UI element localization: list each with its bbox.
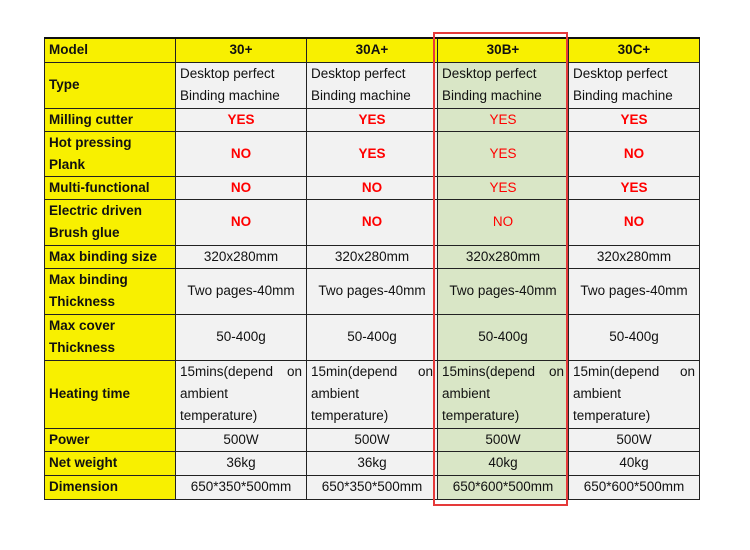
header-model-30cplus: 30C+: [569, 38, 700, 62]
header-model-30bplus: 30B+: [438, 38, 569, 62]
cell-thickness-30cplus: Two pages-40mm: [569, 268, 700, 314]
cell-power-30cplus: 500W: [569, 428, 700, 451]
row-label: Heating time: [45, 360, 176, 428]
cell-milling-30aplus: YES: [307, 108, 438, 131]
cell-size-30cplus: 320x280mm: [569, 245, 700, 268]
cell-multi-30bplus: YES: [438, 176, 569, 199]
cell-power-30plus: 500W: [176, 428, 307, 451]
cell-size-30bplus: 320x280mm: [438, 245, 569, 268]
spec-table: [44, 37, 700, 500]
row-label: Max binding size: [45, 245, 176, 268]
cell-hotpress-30bplus: YES: [438, 131, 569, 176]
cell-weight-30plus: 36kg: [176, 451, 307, 475]
header-model-label: Model: [45, 38, 176, 62]
row-power: [45, 428, 700, 451]
cell-cover-30aplus: 50-400g: [307, 314, 438, 360]
cell-power-30bplus: 500W: [438, 428, 569, 451]
row-label: Max cover Thickness: [45, 314, 176, 360]
cell-thickness-30plus: Two pages-40mm: [176, 268, 307, 314]
cell-thickness-30aplus: Two pages-40mm: [307, 268, 438, 314]
cell-heating-30bplus: 15mins(depend on ambient temperature): [438, 360, 569, 428]
cell-type-30plus: Desktop perfect Binding machine: [176, 62, 307, 108]
cell-hotpress-30cplus: NO: [569, 131, 700, 176]
header-model-30aplus: 30A+: [307, 38, 438, 62]
cell-weight-30aplus: 36kg: [307, 451, 438, 475]
row-heating-time: [45, 360, 700, 428]
cell-type-30cplus: Desktop perfect Binding machine: [569, 62, 700, 108]
cell-multi-30plus: NO: [176, 176, 307, 199]
cell-brush-30bplus: NO: [438, 199, 569, 245]
cell-size-30aplus: 320x280mm: [307, 245, 438, 268]
row-type: [45, 62, 700, 108]
cell-cover-30plus: 50-400g: [176, 314, 307, 360]
cell-milling-30cplus: YES: [569, 108, 700, 131]
cell-type-30aplus: Desktop perfect Binding machine: [307, 62, 438, 108]
row-max-cover-thickness: [45, 314, 700, 360]
cell-cover-30cplus: 50-400g: [569, 314, 700, 360]
cell-size-30plus: 320x280mm: [176, 245, 307, 268]
row-label: Max binding Thickness: [45, 268, 176, 314]
row-hot-pressing: [45, 131, 700, 176]
cell-hotpress-30plus: NO: [176, 131, 307, 176]
cell-multi-30aplus: NO: [307, 176, 438, 199]
row-label: Hot pressing Plank: [45, 131, 176, 176]
cell-weight-30cplus: 40kg: [569, 451, 700, 475]
cell-brush-30plus: NO: [176, 199, 307, 245]
row-label: Power: [45, 428, 176, 451]
row-label: Type: [45, 62, 176, 108]
header-model-30plus: 30+: [176, 38, 307, 62]
row-max-binding-size: [45, 245, 700, 268]
cell-multi-30cplus: YES: [569, 176, 700, 199]
cell-cover-30bplus: 50-400g: [438, 314, 569, 360]
cell-thickness-30bplus: Two pages-40mm: [438, 268, 569, 314]
cell-dimension-30plus: 650*350*500mm: [176, 475, 307, 499]
cell-dimension-30aplus: 650*350*500mm: [307, 475, 438, 499]
cell-milling-30bplus: YES: [438, 108, 569, 131]
cell-power-30aplus: 500W: [307, 428, 438, 451]
cell-dimension-30cplus: 650*600*500mm: [569, 475, 700, 499]
row-max-binding-thickness: [45, 268, 700, 314]
row-label: Multi-functional: [45, 176, 176, 199]
cell-weight-30bplus: 40kg: [438, 451, 569, 475]
row-label: Dimension: [45, 475, 176, 499]
cell-dimension-30bplus: 650*600*500mm: [438, 475, 569, 499]
row-brush-glue: [45, 199, 700, 245]
cell-brush-30aplus: NO: [307, 199, 438, 245]
row-label: Milling cutter: [45, 108, 176, 131]
row-net-weight: [45, 451, 700, 475]
row-multi-functional: [45, 176, 700, 199]
row-dimension: [45, 475, 700, 499]
row-label: Net weight: [45, 451, 176, 475]
cell-hotpress-30aplus: YES: [307, 131, 438, 176]
cell-type-30bplus: Desktop perfect Binding machine: [438, 62, 569, 108]
cell-heating-30plus: 15mins(depend on ambient temperature): [176, 360, 307, 428]
cell-milling-30plus: YES: [176, 108, 307, 131]
header-row: [45, 38, 700, 62]
cell-heating-30cplus: 15min(depend on ambient temperature): [569, 360, 700, 428]
row-milling-cutter: [45, 108, 700, 131]
cell-brush-30cplus: NO: [569, 199, 700, 245]
cell-heating-30aplus: 15min(depend on ambient temperature): [307, 360, 438, 428]
row-label: Electric driven Brush glue: [45, 199, 176, 245]
